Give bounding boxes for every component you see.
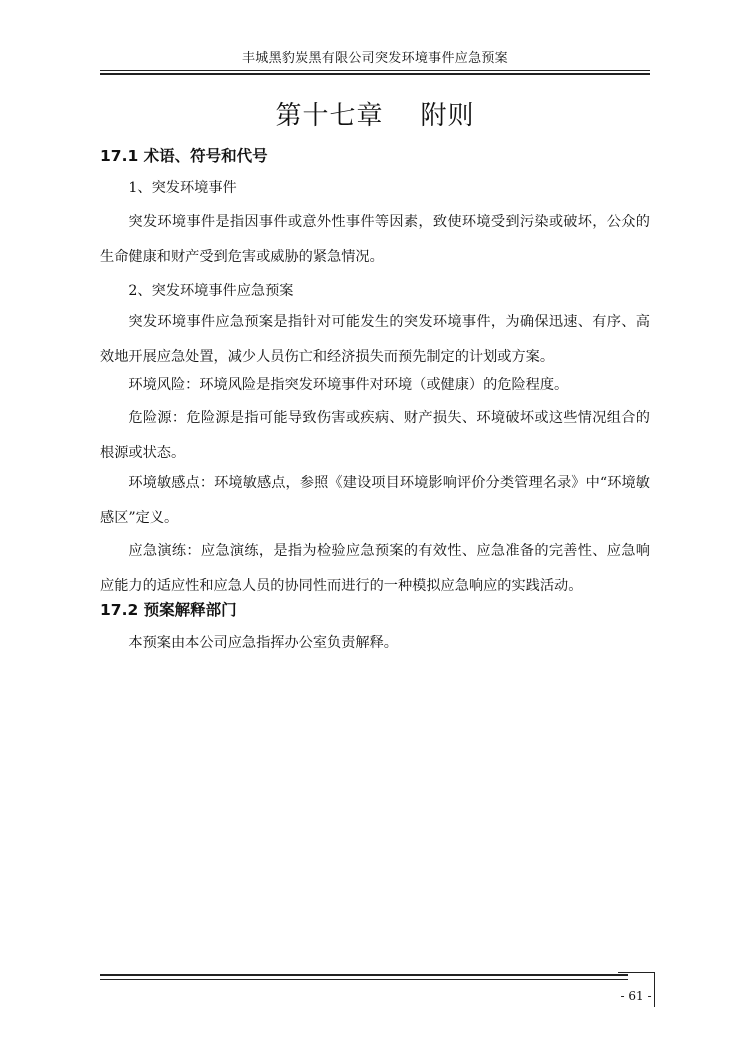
paragraph-environmental-risk: 环境风险：环境风险是指突发环境事件对环境（或健康）的危险程度。: [128, 377, 569, 393]
chapter-title: 第十七章 附则: [275, 101, 475, 131]
running-header: 丰城黑豹炭黑有限公司突发环境事件应急预案: [241, 51, 508, 66]
footer-rule: [100, 979, 628, 980]
term-heading-1: 1、突发环境事件: [128, 180, 237, 196]
section-heading-17-2: 17.2 预案解释部门: [100, 601, 237, 619]
paragraph-emergency-drill: 应急演练：应急演练，是指为检验应急预案的有效性、应急准备的完善性、应急响应能力的适应性和应急人员的协同性而进行的一种模拟应急响应的实践活动。: [100, 543, 650, 594]
paragraph-definition-2: 突发环境事件应急预案是指针对可能发生的突发环境事件，为确保迅速、有序、高效地开展应急处置，减少人员伤亡和经济损失而预先制定的计划或方案。: [100, 314, 650, 365]
paragraph-interpretation: 本预案由本公司应急指挥办公室负责解释。: [128, 635, 398, 651]
footer-rule-thick: [100, 974, 628, 976]
term-heading-2: 2、突发环境事件应急预案: [128, 283, 294, 299]
section-heading-17-1: 17.1 术语、符号和代号: [100, 147, 268, 165]
page-number: - 61 -: [620, 989, 652, 1003]
paragraph-definition-1: 突发环境事件是指因事件或意外性事件等因素，致使环境受到污染或破坏，公众的生命健康和财产受到危害或威胁的紧急情况。: [100, 214, 650, 265]
header-rule-thick: [100, 73, 650, 75]
header-rule: [100, 70, 650, 71]
paragraph-hazard-source: 危险源：危险源是指可能导致伤害或疾病、财产损失、环境破坏或这些情况组合的根源或状态。: [100, 410, 650, 461]
paragraph-sensitive-point: 环境敏感点：环境敏感点，参照《建设项目环境影响评价分类管理名录》中“环境敏感区”定义。: [100, 475, 650, 526]
